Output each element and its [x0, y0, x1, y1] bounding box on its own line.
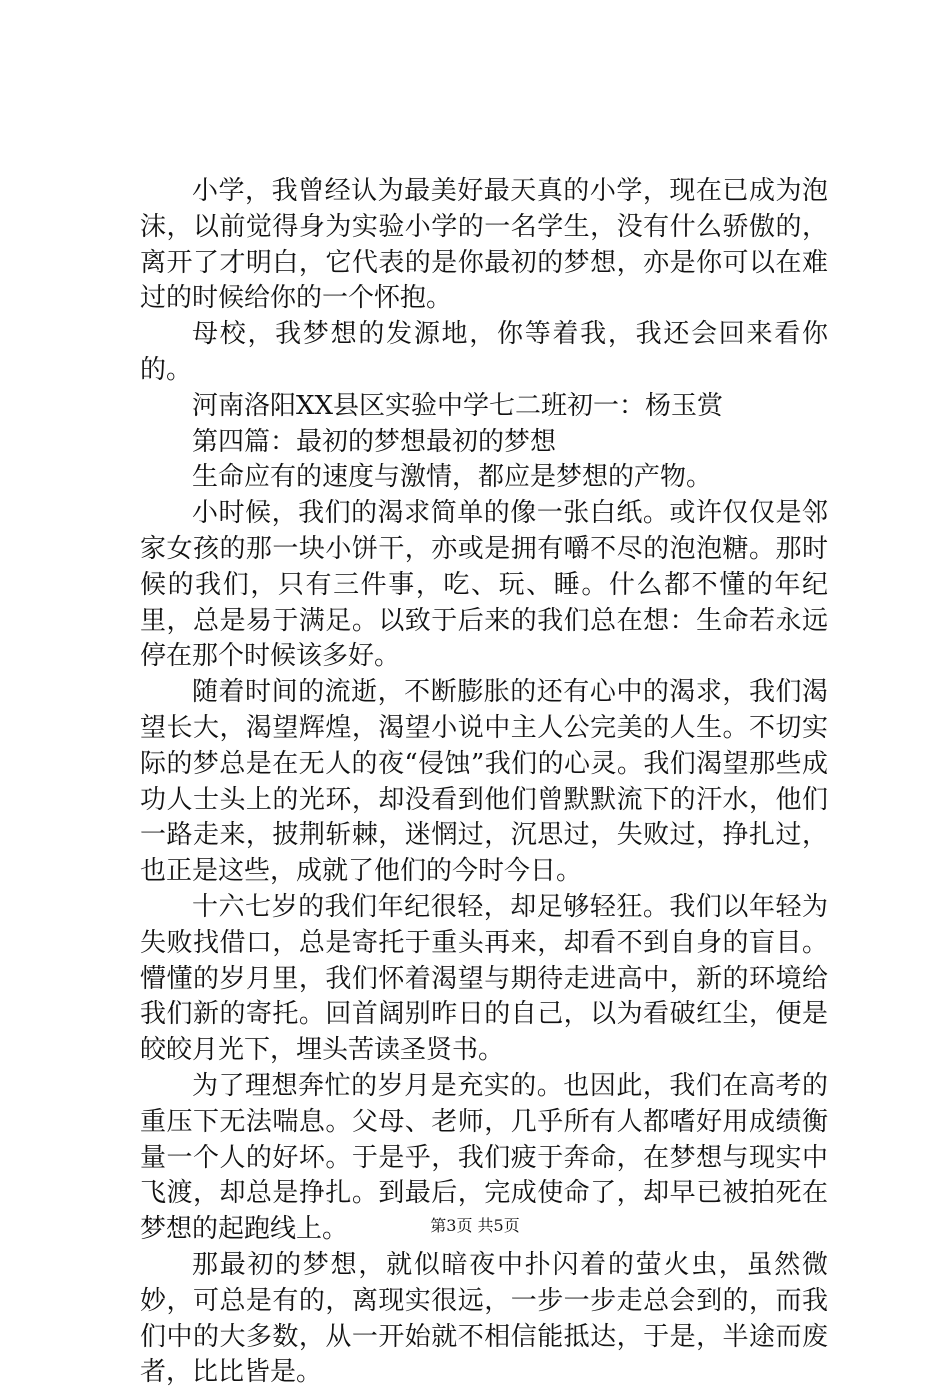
paragraph: 为了理想奔忙的岁月是充实的。也因此，我们在高考的重压下无法喘息。父母、老师，几乎所有人都嗜好用成绩衡量一个人的好坏。于是乎，我们疲于奔命，在梦想与现实中飞渡，却总是挣扎。到最后，完成使命了，却早已被拍死在梦想的起跑线上。 — [140, 1070, 828, 1245]
document-body — [140, 174, 828, 1391]
paragraph: 十六七岁的我们年纪很轻，却足够轻狂。我们以年轻为失败找借口，总是寄托于重头再来，却看不到自身的盲目。懵懂的岁月里，我们怀着渴望与期待走进高中，新的环境给我们新的寄托。回首阔别昨日的自己，以为看破红尘，便是皎皎月光下，埋头苦读圣贤书。 — [140, 891, 828, 1066]
paragraph: 生命应有的速度与激情，都应是梦想的产物。 — [192, 462, 713, 493]
page-number-label: 第3页 共5页 — [430, 1216, 520, 1235]
section-heading: 第四篇：最初的梦想最初的梦想 — [192, 426, 557, 457]
paragraph: 母校，我梦想的发源地，你等着我，我还会回来看你的。 — [140, 319, 828, 385]
paragraph: 小学，我曾经认为最美好最天真的小学，现在已成为泡沫，以前觉得身为实验小学的一名学生，没有什么骄傲的，离开了才明白，它代表的是你最初的梦想，亦是你可以在难过的时候给你的一个怀抱。 — [140, 176, 828, 314]
paragraph: 那最初的梦想，就似暗夜中扑闪着的萤火虫，虽然微妙，可总是有的，离现实很远，一步一步走总会到的，而我们中的大多数，从一开始就不相信能抵达，于是，半途而废者，比比皆是。 — [140, 1249, 828, 1388]
page-footer — [0, 1216, 950, 1236]
author-line: 河南洛阳XX县区实验中学七二班初一：杨玉赏 — [192, 390, 724, 421]
paragraph: 随着时间的流逝，不断膨胀的还有心中的渴求，我们渴望长大，渴望辉煌，渴望小说中主人公完美的人生。不切实际的梦总是在无人的夜“侵蚀”我们的心灵。我们渴望那些成功人士头上的光环，却没看到他们曾默默流下的汗水，他们一路走来，披荆斩棘，迷惘过，沉思过，失败过，挣扎过，也正是这些，成就了他们的今时今日。 — [140, 677, 828, 887]
paragraph: 小时候，我们的渴求简单的像一张白纸。或许仅仅是邻家女孩的那一块小饼干，亦或是拥有嚼不尽的泡泡糖。那时候的我们，只有三件事，吃、玩、睡。什么都不懂的年纪里，总是易于满足。以致于后来的我们总在想：生命若永远停在那个时候该多好。 — [140, 498, 828, 672]
